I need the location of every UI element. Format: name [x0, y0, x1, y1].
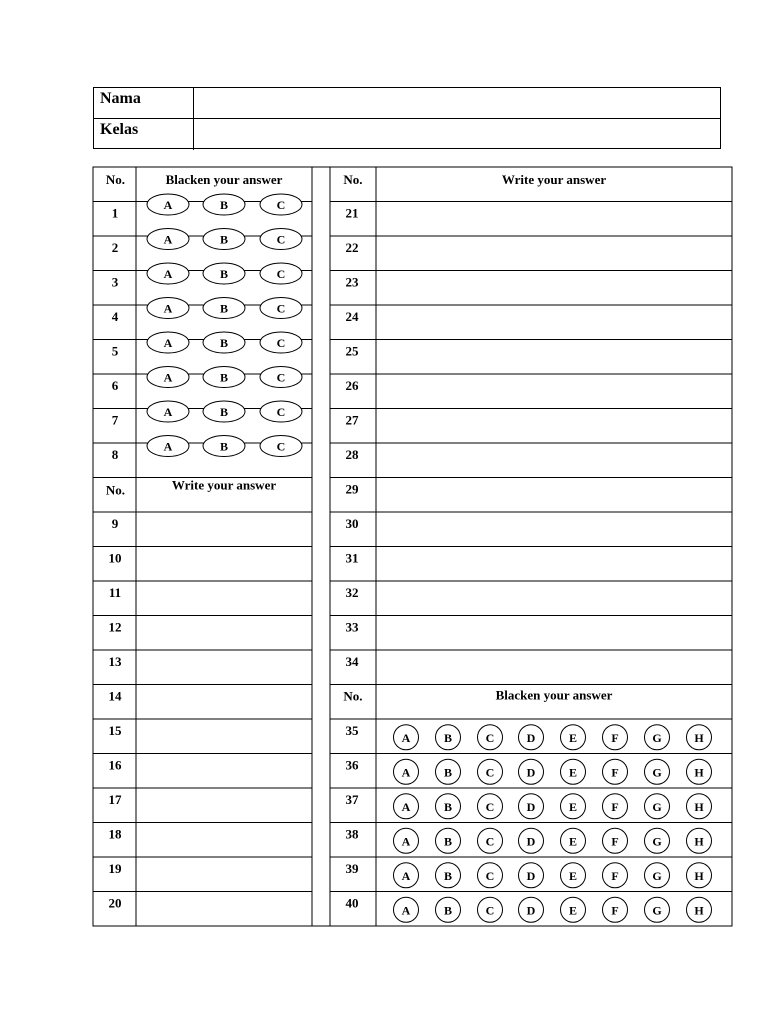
bubble-letter: A — [163, 405, 173, 419]
bubble-letter: H — [694, 868, 704, 883]
answer-field[interactable] — [137, 720, 311, 753]
bubble-letter: B — [443, 868, 453, 883]
bubble-letter: D — [526, 730, 536, 745]
question-number: 33 — [345, 619, 359, 635]
bubble-letter: B — [219, 301, 229, 316]
write-answer-header: Write your answer — [501, 172, 607, 187]
answer-field[interactable] — [377, 617, 731, 650]
bubble-letter: C — [485, 730, 495, 745]
bubble-letter: B — [219, 232, 229, 247]
blacken-answer-header: Blacken your answer — [495, 687, 613, 703]
question-number: 3 — [111, 274, 119, 290]
question-number: 10 — [108, 550, 122, 566]
answer-field[interactable] — [377, 582, 731, 615]
bubble-letter: A — [163, 267, 173, 281]
question-number: 17 — [108, 792, 122, 807]
question-number: 20 — [108, 895, 122, 911]
bubble-letter: E — [568, 903, 578, 918]
answer-field[interactable] — [137, 513, 311, 546]
bubble-letter: E — [568, 868, 578, 883]
answer-field[interactable] — [377, 237, 731, 270]
answer-field[interactable] — [137, 582, 311, 615]
bubble-letter: F — [611, 834, 619, 849]
bubble-letter: A — [401, 730, 411, 745]
bubble-letter: E — [568, 765, 578, 780]
question-number: 11 — [108, 585, 122, 600]
bubble-letter: G — [652, 730, 662, 745]
bubble-letter: B — [443, 730, 453, 745]
question-number: 40 — [345, 895, 359, 911]
bubble-letter: C — [276, 439, 286, 454]
bubble-letter: C — [485, 834, 495, 849]
bubble-letter: C — [276, 301, 286, 316]
bubble-letter: B — [219, 267, 229, 281]
question-number: 7 — [111, 412, 119, 428]
bubble-letter: A — [163, 336, 173, 350]
question-number: 5 — [111, 343, 119, 359]
bubble-letter: B — [443, 903, 453, 918]
question-number: 14 — [108, 688, 122, 704]
bubble-letter: A — [401, 834, 411, 849]
answer-field[interactable] — [377, 479, 731, 512]
bubble-letter: H — [694, 765, 704, 780]
answer-field[interactable] — [377, 548, 731, 581]
question-number: 29 — [345, 481, 359, 497]
bubble-letter: B — [219, 370, 229, 385]
question-number: 9 — [111, 516, 119, 531]
answer-field[interactable] — [137, 858, 311, 891]
bubble-letter: C — [485, 799, 495, 814]
bubble-letter: D — [526, 799, 536, 814]
bubble-letter: F — [611, 765, 619, 780]
question-number: 21 — [345, 205, 359, 221]
bubble-letter: G — [652, 765, 662, 780]
bubble-letter: A — [163, 301, 173, 316]
bubble-letter: D — [526, 868, 536, 883]
answer-field[interactable] — [137, 686, 311, 719]
answer-field[interactable] — [377, 375, 731, 408]
answer-field[interactable] — [137, 617, 311, 650]
bubble-letter: A — [401, 903, 411, 918]
answer-field[interactable] — [377, 341, 731, 374]
blacken-answer-header: Blacken your answer — [165, 172, 283, 187]
answer-field[interactable] — [137, 789, 311, 822]
question-number: 19 — [108, 861, 122, 876]
answer-field[interactable] — [377, 651, 731, 684]
answer-field[interactable] — [377, 306, 731, 339]
answer-field[interactable] — [137, 651, 311, 684]
answer-field[interactable] — [377, 410, 731, 443]
bubble-letter: B — [219, 336, 229, 350]
write-answer-header: Write your answer — [171, 477, 277, 493]
question-number: 31 — [345, 550, 359, 566]
answer-field[interactable] — [377, 272, 731, 305]
bubble-letter: E — [568, 730, 578, 745]
number-header: No. — [343, 688, 363, 704]
bubble-letter: H — [694, 730, 704, 745]
bubble-letter: C — [276, 198, 286, 212]
question-number: 6 — [111, 378, 119, 393]
bubble-letter: D — [526, 834, 536, 849]
question-number: 2 — [111, 240, 119, 255]
question-number: 30 — [345, 516, 359, 531]
question-number: 27 — [345, 412, 359, 428]
bubble-letter: B — [443, 834, 453, 849]
bubble-letter: A — [163, 232, 173, 247]
question-number: 37 — [345, 792, 359, 807]
question-number: 35 — [345, 723, 359, 738]
bubble-letter: A — [163, 198, 173, 212]
question-number: 39 — [345, 861, 359, 876]
bubble-letter: B — [443, 765, 453, 780]
bubble-letter: B — [219, 405, 229, 419]
bubble-letter: G — [652, 868, 662, 883]
answer-field[interactable] — [137, 548, 311, 581]
number-header: No. — [105, 172, 126, 187]
question-number: 34 — [345, 654, 359, 669]
bubble-letter: F — [611, 903, 619, 918]
question-number: 32 — [345, 585, 359, 600]
number-header: No. — [105, 482, 126, 498]
number-header: No. — [343, 172, 363, 187]
question-number: 8 — [111, 447, 119, 462]
bubble-letter: G — [652, 903, 662, 918]
bubble-letter: C — [276, 370, 286, 385]
answer-field[interactable] — [377, 444, 731, 477]
bubble-letter: C — [276, 267, 286, 281]
bubble-letter: A — [163, 439, 173, 454]
question-number: 22 — [345, 240, 359, 255]
bubble-letter: H — [694, 799, 704, 814]
bubble-letter: H — [694, 834, 704, 849]
question-number: 15 — [108, 723, 122, 738]
class-label: Kelas — [94, 119, 194, 150]
bubble-letter: E — [568, 834, 578, 849]
question-number: 16 — [108, 757, 122, 773]
bubble-letter: B — [219, 198, 229, 212]
bubble-letter: C — [276, 405, 286, 419]
bubble-letter: B — [219, 439, 229, 454]
question-number: 23 — [345, 274, 359, 290]
bubble-letter: C — [485, 765, 495, 780]
bubble-letter: F — [611, 799, 619, 814]
bubble-letter: G — [652, 834, 662, 849]
answer-field[interactable] — [137, 824, 311, 857]
bubble-letter: A — [163, 370, 173, 385]
question-number: 18 — [108, 826, 122, 842]
question-number: 25 — [345, 343, 359, 359]
answer-field[interactable] — [137, 893, 311, 926]
bubble-letter: C — [276, 336, 286, 350]
question-number: 38 — [345, 826, 359, 842]
question-number: 24 — [345, 309, 359, 324]
bubble-letter: A — [401, 868, 411, 883]
answer-field[interactable] — [377, 203, 731, 236]
answer-field[interactable] — [377, 513, 731, 546]
question-number: 26 — [345, 378, 359, 393]
question-number: 13 — [108, 654, 122, 669]
bubble-letter: H — [694, 903, 704, 918]
bubble-letter: C — [485, 868, 495, 883]
bubble-letter: B — [443, 799, 453, 814]
bubble-letter: D — [526, 765, 536, 780]
bubble-letter: C — [485, 903, 495, 918]
question-number: 28 — [345, 447, 359, 462]
question-number: 12 — [108, 619, 122, 635]
bubble-letter: G — [652, 799, 662, 814]
bubble-letter: A — [401, 799, 411, 814]
name-label: Nama — [94, 88, 194, 118]
question-number: 36 — [345, 757, 359, 773]
bubble-letter: C — [276, 232, 286, 247]
bubble-letter: F — [611, 730, 619, 745]
bubble-letter: F — [611, 868, 619, 883]
bubble-letter: A — [401, 765, 411, 780]
bubble-letter: D — [526, 903, 536, 918]
question-number: 1 — [111, 205, 119, 221]
answer-field[interactable] — [137, 755, 311, 788]
bubble-letter: E — [568, 799, 578, 814]
question-number: 4 — [111, 309, 119, 324]
